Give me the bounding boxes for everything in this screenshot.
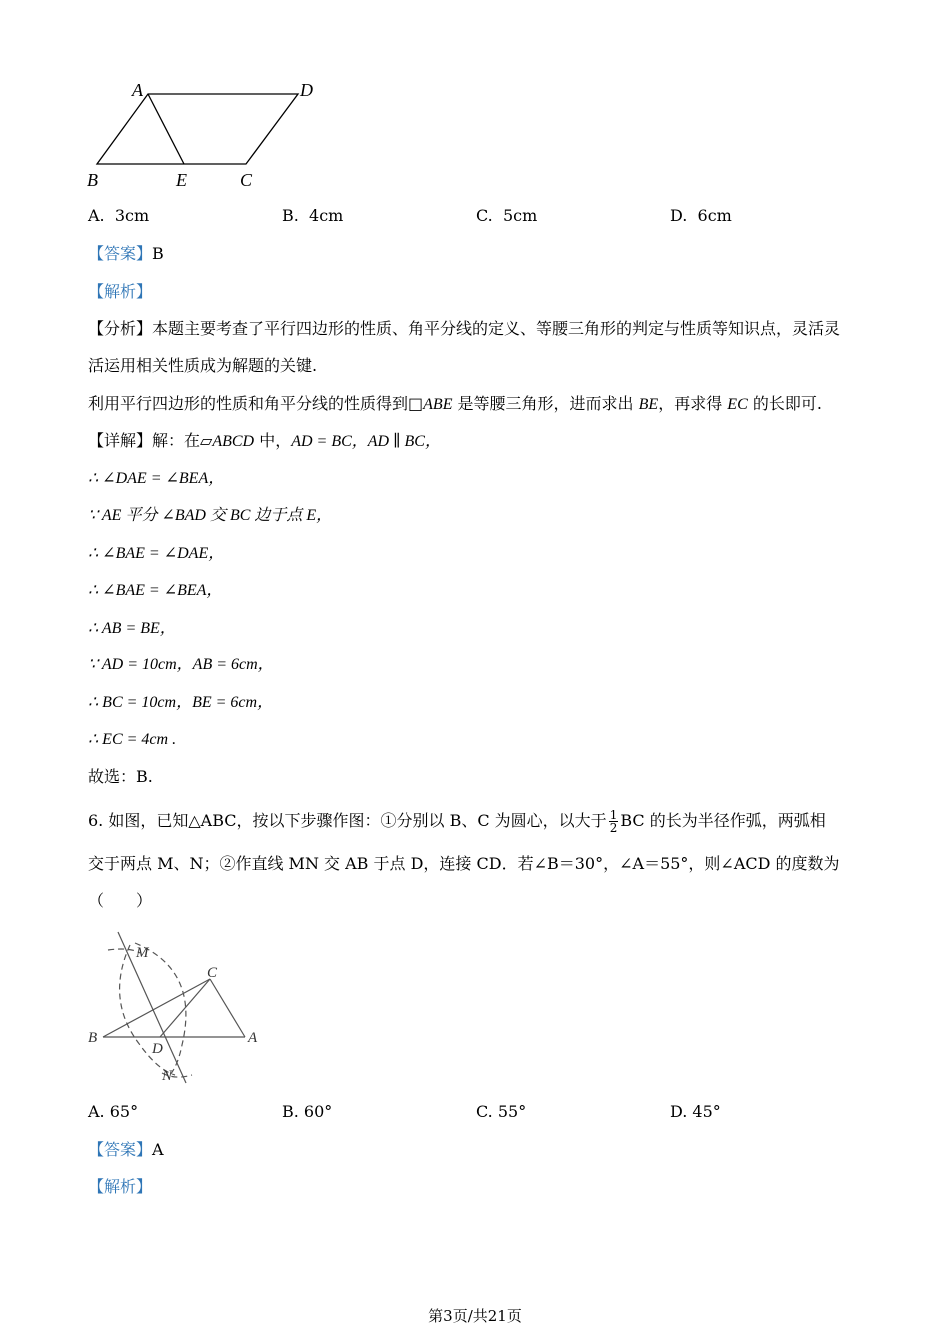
q5-choose: 故选：B.	[88, 767, 153, 786]
q6-option-a: A. 65°	[88, 1102, 139, 1121]
q5-option-a: A. 3cm	[88, 206, 150, 225]
q5-option-b: B. 4cm	[282, 206, 344, 225]
label-D: D	[152, 1041, 163, 1057]
q6-line1: 6. 如图，已知△ABC，按以下步骤作图：①分别以 B、C 为圆心，以大于 $\frac{1}{2}$ BC 的长为半径作弧，两弧相	[88, 808, 826, 835]
q5-answer: 【答案】B	[88, 244, 164, 263]
q5-method: 利用平行四边形的性质和角平分线的性质得到□ABE 是等腰三角形，进而求出 BE，再求得 EC 的长即可.	[88, 394, 822, 413]
label-B: B	[88, 1030, 98, 1046]
q5-step-5: ∴ AB = BE，	[88, 620, 176, 637]
label-M: M	[136, 945, 149, 961]
q5-fenxi-line2: 活运用相关性质成为解题的关键.	[88, 356, 318, 375]
parallelogram-figure	[80, 74, 330, 194]
q6-option-b: B. 60°	[282, 1102, 333, 1121]
q5-step-7: ∴ BC = 10cm，BE = 6cm，	[88, 694, 274, 711]
q6-option-d: D. 45°	[670, 1102, 721, 1121]
q5-step-2: ∵ AE 平分 ∠BAD 交 BC 边于点 E，	[88, 507, 333, 524]
construction-figure	[80, 925, 270, 1090]
q5-step-8: ∴ EC = 4cm .	[88, 731, 177, 748]
label-A: A	[132, 80, 143, 100]
q6-line2: 交于两点 M、N；②作直线 MN 交 AB 于点 D，连接 CD．若∠B＝30°，∠A＝55°，则∠ACD 的度数为	[88, 854, 840, 873]
q6-answer: 【答案】A	[88, 1140, 164, 1159]
q5-step-3: ∴ ∠BAE = ∠DAE，	[88, 545, 225, 562]
one-half-fraction: $\frac{1}{2}$	[609, 808, 618, 835]
q6-line3: （ ）	[88, 891, 153, 910]
label-A: A	[248, 1030, 258, 1046]
q5-step-6: ∵ AD = 10cm，AB = 6cm，	[88, 656, 274, 673]
q5-step-4: ∴ ∠BAE = ∠BEA，	[88, 582, 223, 599]
q5-option-c: C. 5cm	[476, 206, 538, 225]
q5-detail: 【详解】解：在▱ABCD 中，AD = BC，AD ∥ BC，	[88, 431, 441, 450]
label-E: E	[176, 170, 187, 190]
q5-step-1: ∴ ∠DAE = ∠BEA，	[88, 470, 225, 487]
label-N: N	[162, 1068, 173, 1084]
q6-analysis-heading: 【解析】	[88, 1177, 153, 1196]
q6-option-c: C. 55°	[476, 1102, 527, 1121]
label-B: B	[87, 170, 98, 190]
label-C: C	[207, 965, 218, 981]
q5-analysis-heading: 【解析】	[88, 282, 153, 301]
page-footer: 第3页/共21页	[428, 1307, 522, 1325]
label-D: D	[300, 80, 313, 100]
q5-option-d: D. 6cm	[670, 206, 732, 225]
label-C: C	[240, 170, 253, 190]
q5-fenxi-line1: 【分析】本题主要考查了平行四边形的性质、角平分线的定义、等腰三角形的判定与性质等知识点，灵活灵	[88, 319, 841, 338]
